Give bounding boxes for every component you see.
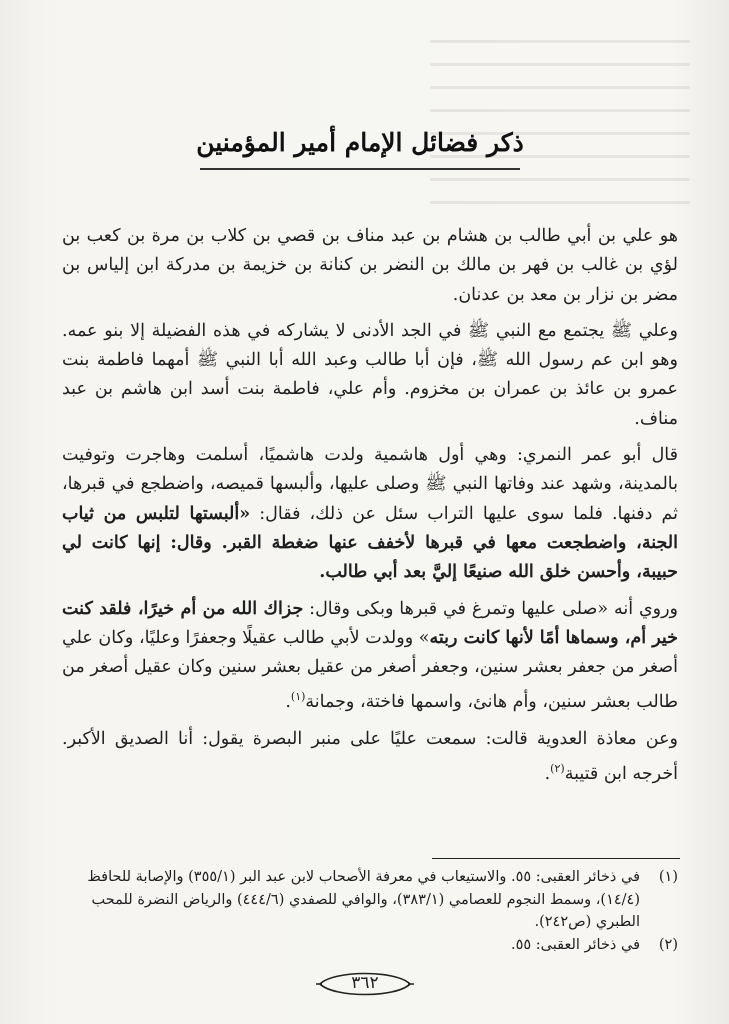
page-number: ٣٦٢: [351, 973, 379, 993]
footnote-2: [62, 934, 678, 957]
footnote-divider: [432, 858, 680, 859]
footnote-marker: (٢): [658, 936, 678, 953]
paragraph-2: وعلي ﷺ يجتمع مع النبي ﷺ في الجد الأدنى لا يشاركه في هذه الفضيلة إلا بنو عمه. وهو ابن عم رسول الله ﷺ، فإن أبا طالب وعبد الله أبا النبي ﷺ أمهما فاطمة بنت عمرو بن عائذ بن عمران بن مخزوم. وأم علي، فاطمة بنت أسد ابن هاشم بن عبد مناف.: [62, 320, 678, 429]
paragraph-3: قال أبو عمر النمري: وهي أول هاشمية ولدت هاشميًا، أسلمت وهاجرت وتوفيت بالمدينة، وشهد عند وفاتها النبي ﷺ وصلى عليها، وألبسها قميصه، واضطجع في قبرها، ثم دفنها. فلما سوى عليها التراب سئل عن ذلك، فقال: «ألبستها لتلبس من ثياب الجنة، واضطجعت معها في قبرها لأخفف عنها ضغطة القبر. وقال: إنها كانت لي حبيبة، وأحسن خلق الله صنيعًا إليَّ بعد أبي طالب.: [62, 445, 678, 583]
page-number-ornament: [314, 966, 416, 1002]
chapter-title: ذكر فضائل الإمام أمير المؤمنين: [196, 128, 524, 157]
main-text: [62, 222, 678, 796]
paragraph-4: وروي أنه «صلى عليها وتمرغ في قبرها وبكى وقال: جزاك الله من أم خيرًا، فلقد كنت خير أم، وسماها أمًا لأنها كانت ربته» وولدت لأبي طالب عقيلًا وجعفرًا وعليًا، وكان علي أصغر من جعفر بعشر سنين، وجعفر أصغر من عقيل بعشر سنين وكان عقيل أصغر من طالب بعشر سنين، وأم هانئ، واسمها فاختة، وجمانة$^{(١)}$.: [62, 598, 678, 713]
paragraph-5: وعن معاذة العدوية قالت: سمعت عليًا على منبر البصرة يقول: أنا الصديق الأكبر. أخرجه ابن قتيبة$^{(٢)}$.: [62, 728, 678, 784]
footnotes: [62, 866, 678, 956]
title-underline: [200, 168, 520, 170]
footnote-marker: (١): [658, 869, 678, 885]
footnote-1: [62, 866, 678, 934]
paragraph-1: هو علي بن أبي طالب بن هشام بن عبد مناف بن قصي بن كلاب بن مرة بن كعب بن لؤي بن غالب بن فهر بن مالك بن النضر بن كنانة بن خزيمة بن مدركة ابن إلياس بن مضر بن نزار بن معد بن عدنان.: [62, 226, 678, 305]
footnote-text: في ذخائر العقبى: ٥٥. والاستيعاب في معرفة الأصحاب لابن عبد البر (٣٥٥/١) والإصابة للحافظ (١٤/٤)، وسمط النجوم للعصامي (٣٨٣/١)، والوافي للصفدي (٤٤٤/٦) والرياض النضرة للمحب الطبري (ص٢٤٢).: [87, 869, 640, 930]
footnote-text: في ذخائر العقبى: ٥٥.: [510, 936, 640, 953]
